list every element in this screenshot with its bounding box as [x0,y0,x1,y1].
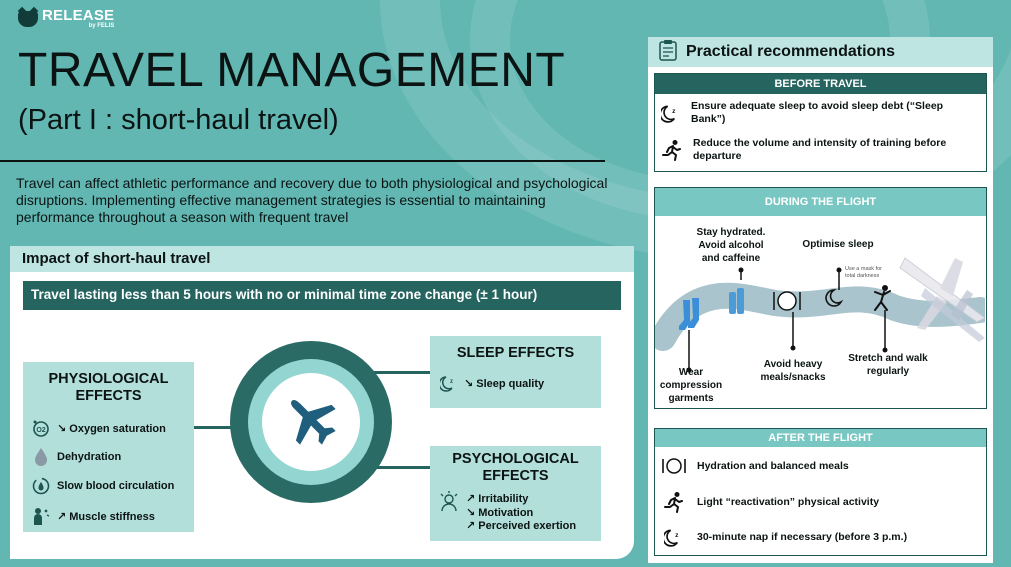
after-flight-title: AFTER THE FLIGHT [655,429,986,447]
muscle-pain-icon [31,506,51,526]
label-line: Avoid alcohol [698,240,764,251]
recommendation-line: Reduce the volume and intensity of training before [693,137,947,149]
recommendation-text: Hydration and balanced meals [697,459,849,472]
recommendations-panel [648,37,993,563]
recommendations-title: Practical recommendations [686,43,895,60]
hub-center [262,373,360,471]
brand-name: RELEASE [42,7,115,24]
effect-text: ↘ Oxygen saturation [57,422,166,435]
compression-label [657,366,725,405]
effect-item [31,476,174,496]
running-icon [661,139,683,161]
recommendation-item [661,527,980,547]
label-line: compression [659,380,723,391]
during-flight-box [654,187,987,409]
label-line: Stay hydrated. [696,227,766,238]
effect-item [31,418,166,438]
circulation-icon [31,476,51,496]
sleep-effects-box [430,336,601,408]
hub-ring [248,359,374,485]
label-line: Avoid heavy [763,359,823,370]
physiological-effects-box [23,362,194,532]
physiological-title-line1: PHYSIOLOGICAL [48,371,169,387]
clipboard-icon [658,39,678,66]
svg-text:z: z [450,379,453,385]
panther-icon [18,11,38,27]
sleep-moon-icon [661,103,681,123]
connector-line [372,466,432,469]
effect-item [31,446,121,468]
connector-line [370,371,432,374]
label-line: Wear [678,367,704,378]
psychological-title-line2: EFFECTS [482,468,549,484]
psychological-effects-box [430,446,601,541]
title-divider [0,160,605,162]
sleep-moon-icon [440,374,458,392]
effect-text: ↗ Irritability [466,493,529,505]
recommendation-line: departure [693,150,742,162]
svg-text:O2: O2 [36,427,46,434]
recommendation-text: Light “reactivation” physical activity [697,495,880,508]
recommendation-line: Bank”) [691,113,726,125]
running-icon [661,491,687,513]
effect-text: ↗ Muscle stiffness [57,510,155,523]
label-line: Stretch and walk [848,353,928,364]
effect-item [31,506,155,526]
effect-text: Slow blood circulation [57,480,175,492]
psychological-title [430,451,601,485]
airplane-icon [280,389,342,456]
note-line: Use a mask for [845,266,882,272]
mask-note [845,266,882,280]
water-drop-icon [31,446,51,468]
stretch-label [843,352,933,378]
recommendations-heading [648,37,993,67]
meals-label [755,358,831,384]
effect-text: ↗ Perceived exertion [466,520,577,532]
recommendation-item [661,457,980,475]
recommendation-item [661,100,980,126]
label-line: regularly [866,366,910,377]
effect-text: Dehydration [57,451,122,463]
intro-text: Travel can affect athletic performance and recovery due to both physiological and psychological disruptions. Implementing effective management strategies is essential to maintaining performance throughout a season with frequent travel [16,175,608,225]
before-travel-box [654,73,987,172]
during-flight-title: DURING THE FLIGHT [655,188,986,216]
psychological-list [466,493,576,534]
effect-item [440,374,544,392]
sleep-effects-title: SLEEP EFFECTS [456,345,575,361]
page-title: TRAVEL MANAGEMENT [18,44,566,97]
optimise-sleep-label: Optimise sleep [802,239,874,250]
sleep-moon-icon [661,527,687,547]
meal-icon [661,457,687,475]
recommendation-item [661,137,980,163]
head-stress-icon [438,490,460,512]
recommendation-text [693,137,946,163]
note-line: total darkness [845,273,880,279]
recommendation-text [691,100,943,126]
recommendation-item [661,491,980,513]
psychological-title-line1: PSYCHOLOGICAL [452,451,579,467]
label-line: and caffeine [701,253,761,264]
physiological-title [23,371,194,405]
recommendation-line: Ensure adequate sleep to avoid sleep debt (“Sleep [691,100,944,112]
impact-banner: Travel lasting less than 5 hours with no or minimal time zone change (± 1 hour) [23,281,621,310]
label-line: garments [668,393,714,404]
after-flight-box [654,428,987,556]
svg-text:z: z [675,532,679,539]
brand-sub: by FELIS [88,23,115,29]
svg-text:z: z [672,108,676,115]
before-travel-title: BEFORE TRAVEL [655,74,986,94]
label-line: meals/snacks [760,372,826,383]
impact-heading: Impact of short-haul travel [10,246,634,272]
page-subtitle: (Part I : short-haul travel) [18,104,339,136]
oxygen-icon [31,418,51,438]
effect-text: ↘ Sleep quality [464,377,545,390]
hub-circle [230,341,392,503]
brand-logo [18,9,114,29]
effect-text: ↘ Motivation [466,506,534,519]
recommendation-text: 30-minute nap if necessary (before 3 p.m.) [697,530,908,543]
hydration-label [691,226,771,265]
physiological-title-line2: EFFECTS [75,388,142,404]
